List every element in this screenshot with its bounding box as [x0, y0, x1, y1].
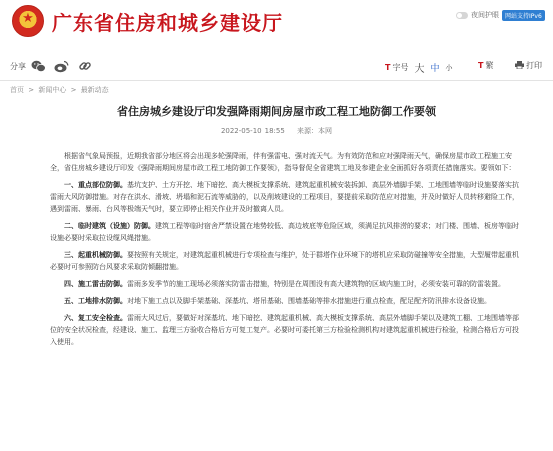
traditional-chinese-button[interactable]: [478, 60, 493, 71]
share-label: 分享: [10, 62, 26, 71]
breadcrumb-latest-news[interactable]: 最新动态: [80, 86, 109, 94]
font-size-label: 字号: [392, 63, 409, 72]
link-icon[interactable]: [77, 58, 93, 74]
site-title[interactable]: 广东省住房和城乡建设厅: [52, 11, 283, 35]
font-size-small-button[interactable]: 小: [445, 63, 453, 72]
font-size-control: [385, 60, 452, 75]
breadcrumb-news-center[interactable]: 新闻中心: [38, 86, 67, 94]
wechat-icon[interactable]: [30, 58, 46, 74]
article-source: 来源：本网: [297, 127, 333, 135]
print-icon: [515, 61, 524, 71]
print-label: 打印: [526, 61, 542, 70]
article-paragraph: 四、施工雷击防御。雷雨多发季节的施工现场必须落实防雷击措施，特别是在周围没有高大建筑物的区域内施工时，必须安装可靠的防雷装置。: [64, 280, 505, 288]
font-size-icon: T: [385, 63, 391, 72]
national-emblem-icon: [12, 5, 44, 37]
site-header: [0, 0, 553, 48]
toggle-switch-icon[interactable]: [456, 12, 468, 19]
article-meta: [0, 126, 553, 136]
article-paragraph: 三、起重机械防御。要按照有关规定，对建筑起重机械进行专项检查与维护，处于群塔作业环境下的塔机应采取防碰撞等安全措施，大型履带起重机必要时可参照防台风要求采取防倾翻措施。: [50, 251, 519, 271]
article-toolbar: [0, 56, 553, 78]
night-mode-label: 夜间护眼: [471, 11, 499, 19]
traditional-icon: T: [478, 61, 484, 70]
article-paragraph: 二、临时建筑（设施）防御。建筑工程等临时宿舍严禁设置在地势较低、高边坡底等危险区域，须满足抗风排涝的要求；对门楼、围墙、板房等临时设施必要时采取拉设缆风绳措施。: [50, 222, 519, 242]
article-paragraph: 一、重点部位防御。基坑支护、土方开挖、地下暗挖、高大模板支撑系统、建筑起重机械安装拆卸、高层外墙脚手架、工地围墙等临时设施要落实抗雷雨大风防御措施。对存在洪水、滑坡、坍塌和泥石流等威胁的，以及削坡建设的工程项目，要提前采取防范应对措施，并及时做好人员转移避险工作，遇到雷雨、暴雨、台风等极端天气时，要立即停止相关作业并及时撤离人员。: [50, 181, 519, 213]
weibo-icon[interactable]: [53, 58, 69, 74]
print-button[interactable]: [515, 60, 542, 71]
traditional-label: 繁: [485, 61, 494, 70]
article-time: 18:55: [264, 127, 285, 135]
article-paragraph: 六、复工安全检查。雷雨大风过后，要做好对深基坑、地下暗挖、建筑起重机械、高大模板支撑系统、高层外墙脚手架以及建筑工棚、工地围墙等部位的安全状况检查，经建设、施工、监理三方验收合格后方可复工复产。必要时可委托第三方检验检测机构对建筑起重机械进行检验，检测合格后方可投入使用。: [50, 314, 519, 346]
breadcrumb-home[interactable]: 首页: [10, 86, 24, 94]
ipv6-badge: 网站支持IPv6: [502, 10, 545, 21]
article-date: 2022-05-10: [220, 127, 262, 135]
breadcrumb: [10, 85, 109, 95]
toolbar-divider: [0, 80, 553, 81]
font-size-large-button[interactable]: 大: [414, 64, 425, 75]
article-body: [50, 150, 520, 353]
breadcrumb-separator: >: [70, 86, 77, 94]
breadcrumb-separator: >: [28, 86, 35, 94]
article-paragraph: 根据省气象局预报，近期我省部分地区将会出现多轮强降雨，伴有强雷电、强对流天气。为有效防范和应对强降雨天气，确保房屋市政工程施工安全，省住房城乡建设厅印发《强降雨期间房屋市政工程工地防御工作要领》，指导督促全省建筑工地及参建企业全面抓好各项责任措施落实。要领如下：: [50, 152, 516, 172]
night-mode-toggle[interactable]: [456, 10, 499, 20]
article-paragraph: 五、工地排水防御。对地下施工点以及脚手架基础、深基坑、塔吊基础、围墙基础等排水措施进行重点检查，配足配齐防汛排水设备设施。: [64, 297, 491, 305]
article-title: 省住房城乡建设厅印发强降雨期间房屋市政工程工地防御工作要领: [117, 105, 436, 118]
font-size-medium-button[interactable]: 中: [430, 64, 440, 74]
